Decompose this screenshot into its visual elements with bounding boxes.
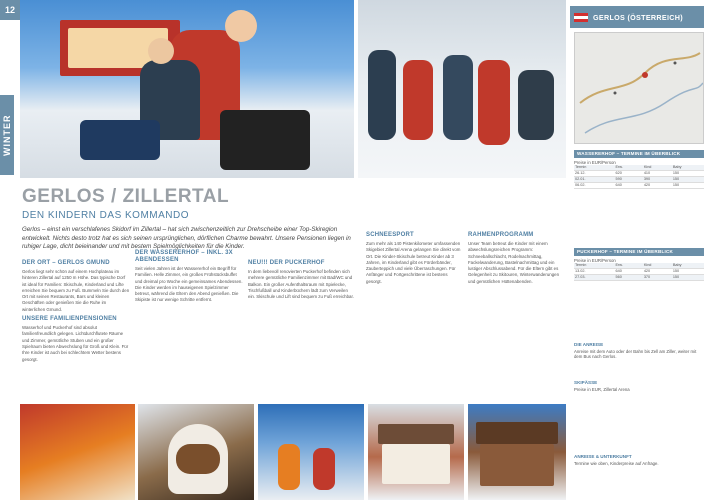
sidebar-text: Preise in EUR/Person — [574, 257, 616, 263]
photo-chalet-puckerhof — [368, 404, 464, 500]
sidebar-block-wassererhof — [574, 150, 704, 189]
sidebar-text: Preise in EUR/Person — [574, 159, 616, 165]
photo-kids-ski-school — [258, 404, 364, 500]
photo-chalet-wassererhof — [468, 404, 566, 500]
austria-flag-icon — [574, 13, 588, 22]
sidebar-text: Termine wie oben, Kinderpreise auf Anfrage. — [574, 460, 659, 466]
table-row: 26.12. 620 410 150 — [574, 171, 704, 177]
section-heading: UNSERE FAMILIENPENSIONEN — [22, 316, 117, 323]
page-title: GERLOS / ZILLERTAL — [22, 186, 230, 207]
price-table — [574, 165, 704, 189]
table-row: Termin Erw. Kind Baby — [574, 263, 704, 269]
section-heading: NEU!!! DER PUCKERHOF — [248, 260, 325, 266]
article-column-1 — [22, 258, 130, 366]
article-column-2 — [135, 248, 243, 307]
section-text: Zum mehr als 140 Pistenkilometer umfassenden Skigebiet Zillertal Arena gelangen Sie direkt vom Ort. Die Kinder-Skischule betreut Kinder ab 3 Jahren, im Kinderland gibt es Förderbänder, Zauberteppich und viele Überraschungen. Für Anfänger und Fortgeschrittene ist bestens gesorgt. — [366, 241, 461, 284]
table-row: 27.03. 560 370 150 — [574, 275, 704, 281]
table-row: 06.02. 640 420 150 — [574, 183, 704, 189]
sidebar-heading: WASSERERHOF – TERMINE IM ÜBERBLICK — [574, 150, 704, 158]
article-intro: Gerlos – einst ein verschlafenes Skidorf im Zillertal – hat sich zwischenzeitlich zur Drehscheibe einer Top-Skiregion entwickelt. Nichts desto trotz hat es sich seinen ursprünglichen, dörflichen Charme bewahrt. Unsere Pensionen liegen in ruhiger Lage, dicht beieinander und mit bestem Spielmöglichkeiten für die Kinder. — [22, 226, 351, 251]
region-map — [574, 32, 704, 144]
price-table — [574, 263, 704, 281]
page-number: 12 — [0, 0, 20, 20]
section-text: In dem liebevoll renovierten Puckerhof befinden sich mehrere gemütliche Familienzimmer mit Bad/WC und Balkon. Ein großer Aufenthaltsraum mit Spielecke, Tischfußball und Kinderbüchern lädt zum Verweilen ein. Skischule und Lift sind bequem zu Fuß erreichbar. — [248, 269, 354, 300]
sidebar-block-anreise — [574, 340, 704, 360]
section-heading: SCHNEESPORT — [366, 232, 414, 238]
sidebar-heading: DIE ANREISE — [574, 342, 604, 347]
photo-st-bernard-dog — [138, 404, 254, 500]
table-row: Termin Erw. Kind Baby — [574, 165, 704, 171]
section-heading: DER ORT – GERLOS GMUND — [22, 260, 110, 266]
section-text: Seit vielen Jahren ist der Wassererhof ein Begriff für Familien. Helle Zimmer, ein großes Frühstücksbuffet und dreimal pro Woche ein gemeinsames Abendessen. Die Kinder werden im hauseigenen Spielzimmer betreut, während die Eltern den Abend genießen. Die Skipiste ist nur wenige Schritte entfernt. — [135, 266, 243, 303]
sidebar-heading: SKIPÄSSE — [574, 380, 598, 385]
article-column-4 — [366, 230, 462, 288]
sidebar-title: GERLOS (ÖSTERREICH) — [593, 12, 683, 22]
section-text: Wasserhof und Puckerhof sind absolut familienfreundlich gelegen. Lichtdurchflutete Räume und Zimmer, gemütliche Stuben und ein großer Spielraum bieten Abwechslung für Groß und Klein. Für Ihre Kinder ist auch bei schlechtem Wetter bestens gesorgt. — [22, 325, 129, 362]
sidebar-text: Preise in EUR, Zillertal Arena — [574, 386, 630, 392]
sidebar-block-unterkunft — [574, 452, 704, 466]
sidebar-heading: ANREISE & UNTERKUNFT — [574, 454, 632, 459]
sidebar-text: Anreise mit dem Auto oder der Bahn bis Zell am Ziller, weiter mit dem Bus nach Gerlos. — [574, 348, 697, 360]
photo-group-skiers — [358, 0, 566, 178]
article-subhead: DEN KINDERN DAS KOMMANDO — [22, 210, 190, 221]
sidebar-block-puckerhof — [574, 248, 704, 281]
section-heading: DER WASSERERHOF – INKL. 3X ABENDESSEN — [135, 250, 233, 263]
section-text: Unser Team betreut die Kinder mit einem abwechslungsreichen Programm: Schneeballschlacht, Rodelnachmittag, Fackelwanderung, Bastelnachmittag und ein lustiger Abschlussabend. Für die Eltern gibt es Gelegenheit zu Skitouren, Winterwanderungen und gemütlichen Hüttenabenden. — [468, 241, 560, 284]
section-tab: WINTER — [0, 95, 14, 175]
photo-kids-indoor — [20, 404, 135, 500]
sidebar-header — [570, 6, 704, 28]
article-column-3 — [248, 258, 356, 303]
section-text: Gerlos liegt sehr schön auf einem Hochplateau im hinteren Zillertal auf 1250 m Höhe. Das typische Dorf ist ideal für Familien: Skischule, Kinderland und Lifte erreichen Sie bequem zu Fuß. Bummeln Sie durch den Ort mit seinen Restaurants, Bars und kleinen Geschäften oder genießen Sie die Ruhe im winterlichen Gmund. — [22, 269, 130, 312]
photo-family-on-slope — [20, 0, 354, 178]
section-heading: RAHMENPROGRAMM — [468, 232, 534, 238]
sidebar-block-skipass — [574, 378, 704, 392]
table-row: 13.02. 640 420 150 — [574, 269, 704, 275]
article-column-5 — [468, 230, 564, 288]
table-row: 02.01. 590 390 150 — [574, 177, 704, 183]
sidebar-heading: PUCKERHOF – TERMINE IM ÜBERBLICK — [574, 248, 704, 256]
